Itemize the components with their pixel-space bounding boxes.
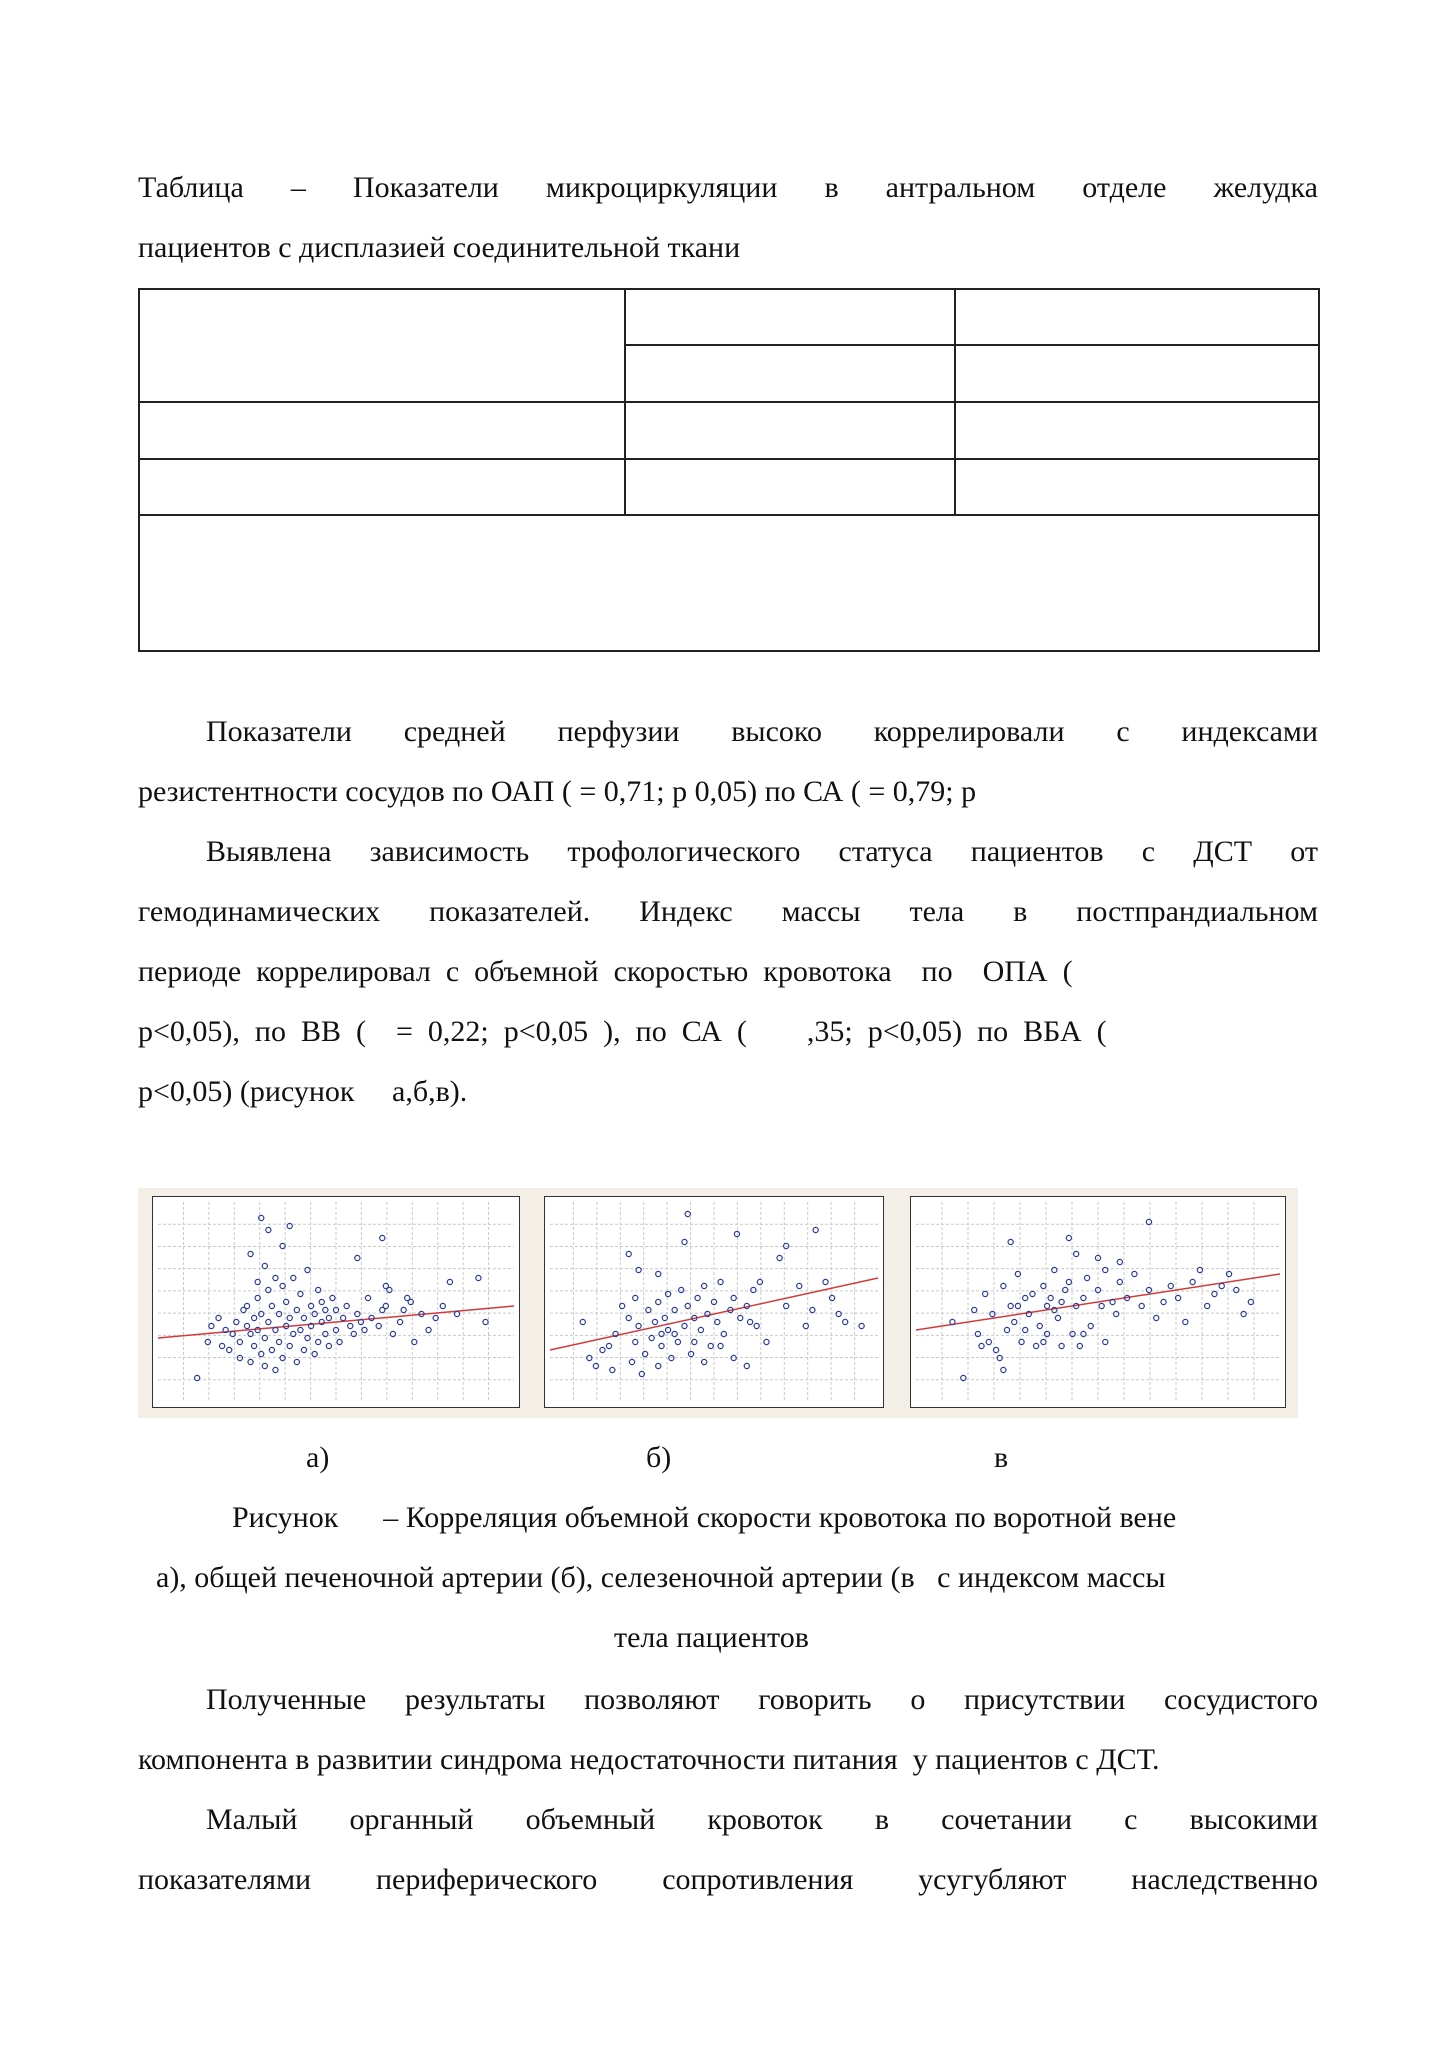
word: пациентов xyxy=(970,835,1104,868)
word: средней xyxy=(403,715,506,748)
word: индексами xyxy=(1181,715,1318,748)
table-border-top xyxy=(138,288,1320,290)
word: с xyxy=(1141,835,1156,868)
word: Таблица xyxy=(138,171,244,204)
figure-caption-line-3: тела пациентов xyxy=(614,1621,809,1654)
word: о xyxy=(910,1683,926,1716)
table-border-bottom xyxy=(138,650,1320,652)
word: говорить xyxy=(758,1683,872,1716)
word: присутствии xyxy=(964,1683,1126,1716)
word: с xyxy=(1116,715,1130,748)
word: тела xyxy=(909,895,965,928)
table-caption-line-1 xyxy=(138,168,1318,208)
paragraph-2-line-2 xyxy=(138,892,1318,932)
table-rule xyxy=(138,401,1320,403)
scatter-plot-c xyxy=(910,1196,1286,1408)
word: наследственно xyxy=(1131,1863,1318,1896)
paragraph-4-line-1 xyxy=(206,1800,1318,1840)
table-rule xyxy=(138,458,1320,460)
table-border-left xyxy=(138,288,140,652)
word: высоко xyxy=(731,715,822,748)
word: сосудистого xyxy=(1164,1683,1318,1716)
paragraph-4-line-2 xyxy=(138,1860,1318,1900)
figure-caption-line-2: а), общей печеночной артерии (б), селезеночной артерии (в с индексом массы xyxy=(156,1561,1166,1594)
word: трофологического xyxy=(567,835,801,868)
word: статуса xyxy=(838,835,933,868)
figure-caption-line-1: Рисунок – Корреляция объемной скорости кровотока по воротной вене xyxy=(232,1501,1177,1534)
scatter-plot-a xyxy=(152,1196,520,1408)
word: объемный xyxy=(525,1803,656,1836)
paragraph-2-line-1 xyxy=(206,832,1318,872)
figure-strip xyxy=(138,1188,1298,1418)
paragraph-2-line-3: периоде коррелировал с объемной скоростью кровотока по ОПА ( xyxy=(138,955,1073,988)
table-column-rule xyxy=(954,288,956,515)
figure-label-a: а) xyxy=(306,1441,330,1474)
word: зависимость xyxy=(369,835,530,868)
paragraph-2-line-5: р<0,05) (рисунок а,б,в). xyxy=(138,1075,468,1108)
scatter-plot-b xyxy=(544,1196,884,1408)
word: Индекс xyxy=(639,895,733,928)
word: Показатели xyxy=(206,715,352,748)
word: ДСТ xyxy=(1193,835,1253,868)
word: периферического xyxy=(376,1863,598,1896)
word: сочетании xyxy=(941,1803,1073,1836)
word: показателей. xyxy=(429,895,591,928)
word: в xyxy=(874,1803,890,1836)
word: в xyxy=(1013,895,1028,928)
table-border-right xyxy=(1318,288,1320,652)
word: сопротивления xyxy=(662,1863,854,1896)
word: с xyxy=(1124,1803,1138,1836)
paragraph-3-line-1 xyxy=(206,1680,1318,1720)
word: от xyxy=(1290,835,1318,868)
word: кровоток xyxy=(707,1803,823,1836)
word: Полученные xyxy=(206,1683,367,1716)
word: микроциркуляции xyxy=(545,171,778,204)
word: массы xyxy=(781,895,861,928)
word: гемодинамических xyxy=(138,895,381,928)
word: органный xyxy=(349,1803,474,1836)
word: антральном xyxy=(885,171,1036,204)
word: – xyxy=(290,171,306,204)
figure-label-b: б) xyxy=(646,1441,672,1474)
paragraph-1-line-1 xyxy=(206,712,1318,752)
word: результаты xyxy=(404,1683,546,1716)
table-rule xyxy=(624,344,1320,346)
word: перфузии xyxy=(557,715,680,748)
word: усугубляют xyxy=(918,1863,1067,1896)
table-caption-line-2: пациентов с дисплазией соединительной ткани xyxy=(138,231,741,264)
word: желудка xyxy=(1213,171,1318,204)
word: позволяют xyxy=(584,1683,720,1716)
word: показателями xyxy=(138,1863,312,1896)
paragraph-2-line-4: р<0,05), по ВВ ( = 0,22; р<0,05 ), по СА ( ,35; р<0,05) по ВБА ( xyxy=(138,1015,1107,1048)
table-rule xyxy=(138,514,1320,516)
word: Выявлена xyxy=(206,835,332,868)
word: постпрандиальном xyxy=(1076,895,1318,928)
table-column-rule xyxy=(624,288,626,515)
word: Малый xyxy=(206,1803,298,1836)
paragraph-1-line-2: резистентности сосудов по ОАП ( = 0,71; р 0,05) по СА ( = 0,79; р xyxy=(138,775,977,808)
word: в xyxy=(824,171,839,204)
word: высокими xyxy=(1189,1803,1318,1836)
word: отделе xyxy=(1082,171,1167,204)
word: Показатели xyxy=(352,171,499,204)
word: коррелировали xyxy=(873,715,1065,748)
figure-label-c: в xyxy=(994,1441,1009,1474)
data-table xyxy=(138,288,1320,652)
paragraph-3-line-2: компонента в развитии синдрома недостаточности питания у пациентов с ДСТ. xyxy=(138,1743,1160,1776)
